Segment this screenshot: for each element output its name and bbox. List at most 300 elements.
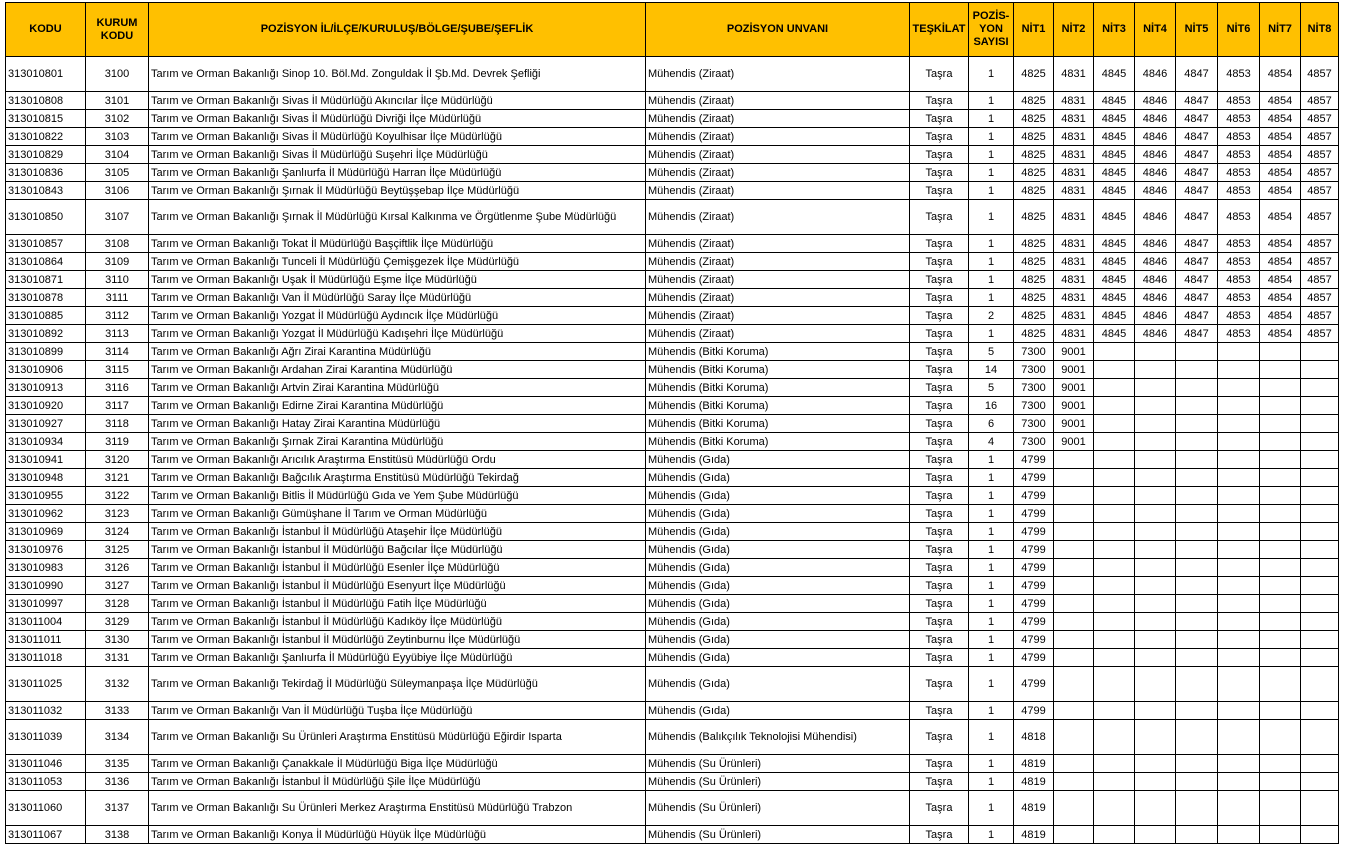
cell-nit4 — [1135, 667, 1176, 702]
header-nit2: NİT2 — [1054, 3, 1094, 57]
cell-nit2 — [1054, 577, 1094, 595]
cell-teskilat: Taşra — [910, 397, 969, 415]
cell-nit8: 4857 — [1301, 57, 1339, 92]
table-row — [6, 415, 1339, 433]
cell-nit2: 4831 — [1054, 182, 1094, 200]
cell-nit6 — [1218, 397, 1260, 415]
cell-nit2 — [1054, 613, 1094, 631]
cell-nit5 — [1176, 415, 1218, 433]
cell-nit4 — [1135, 541, 1176, 559]
cell-teskilat: Taşra — [910, 361, 969, 379]
table-row — [6, 200, 1339, 235]
cell-pozisyon-unvani: Mühendis (Bitki Koruma) — [646, 343, 910, 361]
cell-nit8 — [1301, 361, 1339, 379]
cell-nit4: 4846 — [1135, 164, 1176, 182]
cell-nit7 — [1260, 361, 1301, 379]
cell-nit7 — [1260, 415, 1301, 433]
cell-nit7 — [1260, 433, 1301, 451]
cell-nit2: 4831 — [1054, 235, 1094, 253]
cell-nit1: 4799 — [1014, 702, 1054, 720]
cell-nit2: 4831 — [1054, 146, 1094, 164]
cell-kodu: 313011046 — [6, 755, 86, 773]
table-row — [6, 271, 1339, 289]
table-row — [6, 702, 1339, 720]
cell-teskilat: Taşra — [910, 649, 969, 667]
cell-nit2 — [1054, 755, 1094, 773]
cell-pozisyon-yeri: Tarım ve Orman Bakanlığı İstanbul İl Müdürlüğü Kadıköy İlçe Müdürlüğü — [149, 613, 646, 631]
cell-nit6: 4853 — [1218, 57, 1260, 92]
cell-kodu: 313011025 — [6, 667, 86, 702]
cell-nit3: 4845 — [1094, 307, 1135, 325]
cell-nit4: 4846 — [1135, 57, 1176, 92]
cell-nit8 — [1301, 433, 1339, 451]
cell-nit3: 4845 — [1094, 92, 1135, 110]
cell-nit4 — [1135, 469, 1176, 487]
cell-kodu: 313011032 — [6, 702, 86, 720]
cell-pozisyon-unvani: Mühendis (Bitki Koruma) — [646, 433, 910, 451]
cell-teskilat: Taşra — [910, 559, 969, 577]
cell-nit2 — [1054, 505, 1094, 523]
cell-nit8 — [1301, 826, 1339, 844]
cell-pozisyon-sayisi: 1 — [969, 631, 1014, 649]
cell-kurum-kodu: 3127 — [86, 577, 149, 595]
cell-nit8 — [1301, 397, 1339, 415]
cell-nit1: 4818 — [1014, 720, 1054, 755]
cell-pozisyon-yeri: Tarım ve Orman Bakanlığı Edirne Zirai Karantina Müdürlüğü — [149, 397, 646, 415]
cell-pozisyon-sayisi: 1 — [969, 505, 1014, 523]
cell-nit2 — [1054, 541, 1094, 559]
cell-teskilat: Taşra — [910, 613, 969, 631]
header-teskilat: TEŞKİLAT — [910, 3, 969, 57]
table-row — [6, 182, 1339, 200]
cell-pozisyon-sayisi: 1 — [969, 110, 1014, 128]
cell-nit4 — [1135, 773, 1176, 791]
header-nit8: NİT8 — [1301, 3, 1339, 57]
cell-pozisyon-yeri: Tarım ve Orman Bakanlığı Artvin Zirai Karantina Müdürlüğü — [149, 379, 646, 397]
cell-nit6 — [1218, 505, 1260, 523]
cell-pozisyon-yeri: Tarım ve Orman Bakanlığı Tunceli İl Müdürlüğü Çemişgezek İlçe Müdürlüğü — [149, 253, 646, 271]
cell-nit3 — [1094, 361, 1135, 379]
cell-nit7: 4854 — [1260, 146, 1301, 164]
cell-pozisyon-yeri: Tarım ve Orman Bakanlığı İstanbul İl Müdürlüğü Ataşehir İlçe Müdürlüğü — [149, 523, 646, 541]
cell-nit2: 9001 — [1054, 343, 1094, 361]
cell-nit6 — [1218, 755, 1260, 773]
cell-pozisyon-yeri: Tarım ve Orman Bakanlığı Arıcılık Araştırma Enstitüsü Müdürlüğü Ordu — [149, 451, 646, 469]
table-row — [6, 253, 1339, 271]
cell-nit3 — [1094, 577, 1135, 595]
cell-nit1: 7300 — [1014, 343, 1054, 361]
cell-nit5: 4847 — [1176, 110, 1218, 128]
cell-nit3 — [1094, 773, 1135, 791]
cell-nit7: 4854 — [1260, 271, 1301, 289]
cell-kurum-kodu: 3101 — [86, 92, 149, 110]
cell-nit4: 4846 — [1135, 92, 1176, 110]
cell-kodu: 313010878 — [6, 289, 86, 307]
cell-kodu: 313010836 — [6, 164, 86, 182]
cell-kurum-kodu: 3102 — [86, 110, 149, 128]
cell-nit4 — [1135, 523, 1176, 541]
cell-nit7: 4854 — [1260, 289, 1301, 307]
cell-nit1: 4799 — [1014, 631, 1054, 649]
cell-pozisyon-sayisi: 1 — [969, 755, 1014, 773]
header-pozisyon-sayisi: POZİS- YON SAYISI — [969, 3, 1014, 57]
cell-nit8: 4857 — [1301, 200, 1339, 235]
cell-nit2 — [1054, 649, 1094, 667]
cell-pozisyon-unvani: Mühendis (Ziraat) — [646, 271, 910, 289]
cell-nit3 — [1094, 595, 1135, 613]
cell-nit1: 7300 — [1014, 379, 1054, 397]
table-row — [6, 595, 1339, 613]
table-row — [6, 631, 1339, 649]
cell-nit7 — [1260, 649, 1301, 667]
table-row — [6, 826, 1339, 844]
cell-nit6 — [1218, 415, 1260, 433]
cell-teskilat: Taşra — [910, 433, 969, 451]
cell-teskilat: Taşra — [910, 826, 969, 844]
cell-nit2: 4831 — [1054, 92, 1094, 110]
cell-nit2: 9001 — [1054, 433, 1094, 451]
table-row — [6, 791, 1339, 826]
cell-pozisyon-yeri: Tarım ve Orman Bakanlığı Sivas İl Müdürlüğü Divriği İlçe Müdürlüğü — [149, 110, 646, 128]
cell-nit8 — [1301, 379, 1339, 397]
cell-pozisyon-sayisi: 1 — [969, 146, 1014, 164]
cell-nit7 — [1260, 613, 1301, 631]
table-row — [6, 613, 1339, 631]
cell-nit7 — [1260, 451, 1301, 469]
cell-nit6 — [1218, 379, 1260, 397]
cell-teskilat: Taşra — [910, 289, 969, 307]
cell-nit8: 4857 — [1301, 235, 1339, 253]
cell-nit6: 4853 — [1218, 164, 1260, 182]
cell-kodu: 313010892 — [6, 325, 86, 343]
cell-nit3: 4845 — [1094, 110, 1135, 128]
cell-nit4 — [1135, 451, 1176, 469]
cell-nit7 — [1260, 469, 1301, 487]
cell-kodu: 313010808 — [6, 92, 86, 110]
cell-kurum-kodu: 3133 — [86, 702, 149, 720]
cell-kurum-kodu: 3124 — [86, 523, 149, 541]
cell-nit4 — [1135, 397, 1176, 415]
cell-nit2: 9001 — [1054, 397, 1094, 415]
cell-teskilat: Taşra — [910, 577, 969, 595]
cell-kurum-kodu: 3132 — [86, 667, 149, 702]
cell-pozisyon-yeri: Tarım ve Orman Bakanlığı Şırnak İl Müdürlüğü Kırsal Kalkınma ve Örgütlenme Şube Müdürlüğü — [149, 200, 646, 235]
cell-nit7: 4854 — [1260, 182, 1301, 200]
cell-nit6 — [1218, 702, 1260, 720]
cell-pozisyon-sayisi: 1 — [969, 200, 1014, 235]
cell-nit8: 4857 — [1301, 289, 1339, 307]
cell-teskilat: Taşra — [910, 755, 969, 773]
cell-pozisyon-yeri: Tarım ve Orman Bakanlığı İstanbul İl Müdürlüğü Esenler İlçe Müdürlüğü — [149, 559, 646, 577]
cell-kurum-kodu: 3131 — [86, 649, 149, 667]
cell-nit2 — [1054, 826, 1094, 844]
cell-kurum-kodu: 3112 — [86, 307, 149, 325]
table-row — [6, 720, 1339, 755]
cell-pozisyon-sayisi: 1 — [969, 595, 1014, 613]
table-row — [6, 235, 1339, 253]
cell-nit8: 4857 — [1301, 253, 1339, 271]
cell-nit7: 4854 — [1260, 92, 1301, 110]
cell-nit6: 4853 — [1218, 289, 1260, 307]
cell-nit4: 4846 — [1135, 271, 1176, 289]
cell-nit6: 4853 — [1218, 271, 1260, 289]
cell-kurum-kodu: 3114 — [86, 343, 149, 361]
table-row — [6, 343, 1339, 361]
cell-nit1: 4825 — [1014, 146, 1054, 164]
cell-pozisyon-yeri: Tarım ve Orman Bakanlığı Tekirdağ İl Müdürlüğü Süleymanpaşa İlçe Müdürlüğü — [149, 667, 646, 702]
cell-nit1: 7300 — [1014, 433, 1054, 451]
cell-nit5 — [1176, 379, 1218, 397]
cell-nit2 — [1054, 720, 1094, 755]
cell-nit8: 4857 — [1301, 182, 1339, 200]
cell-nit4 — [1135, 505, 1176, 523]
cell-kurum-kodu: 3119 — [86, 433, 149, 451]
cell-nit6 — [1218, 613, 1260, 631]
cell-kurum-kodu: 3130 — [86, 631, 149, 649]
cell-nit8 — [1301, 720, 1339, 755]
cell-kodu: 313010843 — [6, 182, 86, 200]
cell-kurum-kodu: 3136 — [86, 773, 149, 791]
cell-nit2 — [1054, 631, 1094, 649]
cell-nit4: 4846 — [1135, 235, 1176, 253]
cell-kurum-kodu: 3113 — [86, 325, 149, 343]
cell-nit1: 4799 — [1014, 469, 1054, 487]
cell-nit5 — [1176, 505, 1218, 523]
cell-teskilat: Taşra — [910, 667, 969, 702]
cell-teskilat: Taşra — [910, 379, 969, 397]
cell-pozisyon-sayisi: 1 — [969, 487, 1014, 505]
cell-pozisyon-yeri: Tarım ve Orman Bakanlığı Konya İl Müdürlüğü Hüyük İlçe Müdürlüğü — [149, 826, 646, 844]
cell-nit7 — [1260, 397, 1301, 415]
cell-teskilat: Taşra — [910, 253, 969, 271]
cell-pozisyon-unvani: Mühendis (Gıda) — [646, 595, 910, 613]
cell-nit6 — [1218, 667, 1260, 702]
cell-pozisyon-sayisi: 16 — [969, 397, 1014, 415]
cell-nit7 — [1260, 541, 1301, 559]
cell-pozisyon-yeri: Tarım ve Orman Bakanlığı Şanlıurfa İl Müdürlüğü Harran İlçe Müdürlüğü — [149, 164, 646, 182]
cell-pozisyon-unvani: Mühendis (Bitki Koruma) — [646, 415, 910, 433]
cell-nit2 — [1054, 702, 1094, 720]
cell-kodu: 313010920 — [6, 397, 86, 415]
header-nit6: NİT6 — [1218, 3, 1260, 57]
cell-nit4 — [1135, 755, 1176, 773]
cell-nit3 — [1094, 379, 1135, 397]
cell-pozisyon-unvani: Mühendis (Ziraat) — [646, 128, 910, 146]
cell-nit3 — [1094, 469, 1135, 487]
cell-nit6: 4853 — [1218, 182, 1260, 200]
cell-teskilat: Taşra — [910, 791, 969, 826]
cell-pozisyon-yeri: Tarım ve Orman Bakanlığı İstanbul İl Müdürlüğü Fatih İlçe Müdürlüğü — [149, 595, 646, 613]
header-nit3: NİT3 — [1094, 3, 1135, 57]
cell-nit7 — [1260, 595, 1301, 613]
cell-nit8 — [1301, 541, 1339, 559]
cell-nit5 — [1176, 667, 1218, 702]
table-body — [6, 57, 1339, 844]
cell-pozisyon-sayisi: 1 — [969, 235, 1014, 253]
cell-kodu: 313010864 — [6, 253, 86, 271]
cell-pozisyon-unvani: Mühendis (Ziraat) — [646, 57, 910, 92]
cell-teskilat: Taşra — [910, 271, 969, 289]
cell-nit6 — [1218, 361, 1260, 379]
cell-nit1: 4825 — [1014, 271, 1054, 289]
cell-nit1: 4799 — [1014, 541, 1054, 559]
cell-nit4 — [1135, 379, 1176, 397]
cell-kurum-kodu: 3120 — [86, 451, 149, 469]
cell-nit5 — [1176, 613, 1218, 631]
table-row — [6, 433, 1339, 451]
cell-nit8 — [1301, 773, 1339, 791]
cell-nit3 — [1094, 343, 1135, 361]
cell-pozisyon-yeri: Tarım ve Orman Bakanlığı Sivas İl Müdürlüğü Suşehri İlçe Müdürlüğü — [149, 146, 646, 164]
cell-nit2 — [1054, 523, 1094, 541]
cell-nit3 — [1094, 613, 1135, 631]
cell-nit4 — [1135, 415, 1176, 433]
cell-nit8 — [1301, 755, 1339, 773]
cell-pozisyon-unvani: Mühendis (Ziraat) — [646, 146, 910, 164]
cell-nit5 — [1176, 577, 1218, 595]
cell-nit5: 4847 — [1176, 57, 1218, 92]
cell-nit6 — [1218, 791, 1260, 826]
cell-nit5: 4847 — [1176, 253, 1218, 271]
cell-pozisyon-sayisi: 1 — [969, 451, 1014, 469]
cell-nit2: 9001 — [1054, 361, 1094, 379]
cell-pozisyon-sayisi: 1 — [969, 577, 1014, 595]
cell-nit7 — [1260, 773, 1301, 791]
cell-nit3: 4845 — [1094, 325, 1135, 343]
cell-pozisyon-sayisi: 1 — [969, 128, 1014, 146]
cell-pozisyon-unvani: Mühendis (Gıda) — [646, 451, 910, 469]
cell-nit7: 4854 — [1260, 200, 1301, 235]
cell-nit4 — [1135, 702, 1176, 720]
cell-nit6 — [1218, 631, 1260, 649]
table-row — [6, 541, 1339, 559]
cell-nit8 — [1301, 791, 1339, 826]
cell-kurum-kodu: 3121 — [86, 469, 149, 487]
cell-nit5: 4847 — [1176, 235, 1218, 253]
cell-nit8: 4857 — [1301, 325, 1339, 343]
cell-pozisyon-yeri: Tarım ve Orman Bakanlığı Tokat İl Müdürlüğü Başçiftlik İlçe Müdürlüğü — [149, 235, 646, 253]
cell-nit2 — [1054, 487, 1094, 505]
cell-kurum-kodu: 3104 — [86, 146, 149, 164]
cell-kurum-kodu: 3118 — [86, 415, 149, 433]
table-row — [6, 577, 1339, 595]
cell-kodu: 313010829 — [6, 146, 86, 164]
cell-pozisyon-unvani: Mühendis (Su Ürünleri) — [646, 791, 910, 826]
cell-teskilat: Taşra — [910, 110, 969, 128]
cell-teskilat: Taşra — [910, 487, 969, 505]
cell-nit8: 4857 — [1301, 307, 1339, 325]
cell-nit7: 4854 — [1260, 253, 1301, 271]
cell-kurum-kodu: 3128 — [86, 595, 149, 613]
cell-nit6 — [1218, 773, 1260, 791]
table-row — [6, 667, 1339, 702]
cell-pozisyon-yeri: Tarım ve Orman Bakanlığı Çanakkale İl Müdürlüğü Biga İlçe Müdürlüğü — [149, 755, 646, 773]
cell-nit8 — [1301, 667, 1339, 702]
cell-nit1: 4799 — [1014, 577, 1054, 595]
cell-nit7: 4854 — [1260, 110, 1301, 128]
cell-pozisyon-yeri: Tarım ve Orman Bakanlığı Ardahan Zirai Karantina Müdürlüğü — [149, 361, 646, 379]
cell-pozisyon-sayisi: 1 — [969, 720, 1014, 755]
cell-nit4 — [1135, 791, 1176, 826]
cell-nit4: 4846 — [1135, 307, 1176, 325]
cell-nit4 — [1135, 361, 1176, 379]
cell-nit4: 4846 — [1135, 253, 1176, 271]
table-row — [6, 469, 1339, 487]
cell-pozisyon-sayisi: 1 — [969, 559, 1014, 577]
cell-nit3: 4845 — [1094, 128, 1135, 146]
cell-nit7 — [1260, 559, 1301, 577]
cell-nit4 — [1135, 577, 1176, 595]
cell-nit1: 4819 — [1014, 826, 1054, 844]
cell-nit4 — [1135, 720, 1176, 755]
cell-teskilat: Taşra — [910, 523, 969, 541]
header-pozisyon-yeri: POZİSYON İL/İLÇE/KURULUŞ/BÖLGE/ŞUBE/ŞEFLİK — [149, 3, 646, 57]
cell-pozisyon-unvani: Mühendis (Ziraat) — [646, 110, 910, 128]
cell-teskilat: Taşra — [910, 325, 969, 343]
cell-pozisyon-yeri: Tarım ve Orman Bakanlığı Sivas İl Müdürlüğü Koyulhisar İlçe Müdürlüğü — [149, 128, 646, 146]
cell-pozisyon-sayisi: 1 — [969, 92, 1014, 110]
cell-nit1: 4825 — [1014, 110, 1054, 128]
cell-pozisyon-sayisi: 1 — [969, 164, 1014, 182]
cell-kodu: 313010990 — [6, 577, 86, 595]
cell-pozisyon-yeri: Tarım ve Orman Bakanlığı İstanbul İl Müdürlüğü Bağcılar İlçe Müdürlüğü — [149, 541, 646, 559]
cell-nit1: 4799 — [1014, 649, 1054, 667]
cell-nit2 — [1054, 595, 1094, 613]
cell-nit3 — [1094, 702, 1135, 720]
cell-pozisyon-yeri: Tarım ve Orman Bakanlığı Uşak İl Müdürlüğü Eşme İlçe Müdürlüğü — [149, 271, 646, 289]
cell-nit2: 4831 — [1054, 253, 1094, 271]
cell-nit2: 4831 — [1054, 128, 1094, 146]
cell-nit2: 9001 — [1054, 415, 1094, 433]
cell-kodu: 313010885 — [6, 307, 86, 325]
cell-kurum-kodu: 3108 — [86, 235, 149, 253]
header-nit7: NİT7 — [1260, 3, 1301, 57]
cell-pozisyon-unvani: Mühendis (Bitki Koruma) — [646, 379, 910, 397]
cell-kurum-kodu: 3107 — [86, 200, 149, 235]
cell-pozisyon-unvani: Mühendis (Su Ürünleri) — [646, 773, 910, 791]
cell-pozisyon-unvani: Mühendis (Gıda) — [646, 631, 910, 649]
cell-nit7 — [1260, 343, 1301, 361]
cell-teskilat: Taşra — [910, 631, 969, 649]
cell-nit3 — [1094, 433, 1135, 451]
table-row — [6, 451, 1339, 469]
cell-kodu: 313010976 — [6, 541, 86, 559]
cell-kodu: 313010906 — [6, 361, 86, 379]
cell-nit4 — [1135, 559, 1176, 577]
cell-pozisyon-yeri: Tarım ve Orman Bakanlığı Şanlıurfa İl Müdürlüğü Eyyübiye İlçe Müdürlüğü — [149, 649, 646, 667]
cell-nit3: 4845 — [1094, 57, 1135, 92]
cell-nit1: 4825 — [1014, 182, 1054, 200]
cell-kodu: 313010815 — [6, 110, 86, 128]
table-row — [6, 57, 1339, 92]
cell-nit1: 7300 — [1014, 415, 1054, 433]
cell-kodu: 313010997 — [6, 595, 86, 613]
cell-teskilat: Taşra — [910, 146, 969, 164]
cell-nit3 — [1094, 505, 1135, 523]
cell-nit8 — [1301, 631, 1339, 649]
cell-nit3: 4845 — [1094, 253, 1135, 271]
cell-nit8 — [1301, 523, 1339, 541]
cell-kodu: 313010850 — [6, 200, 86, 235]
cell-nit1: 4819 — [1014, 791, 1054, 826]
cell-nit3 — [1094, 523, 1135, 541]
cell-nit3 — [1094, 559, 1135, 577]
cell-pozisyon-unvani: Mühendis (Ziraat) — [646, 92, 910, 110]
cell-kurum-kodu: 3129 — [86, 613, 149, 631]
cell-nit2: 4831 — [1054, 325, 1094, 343]
cell-nit6 — [1218, 541, 1260, 559]
cell-pozisyon-sayisi: 1 — [969, 541, 1014, 559]
